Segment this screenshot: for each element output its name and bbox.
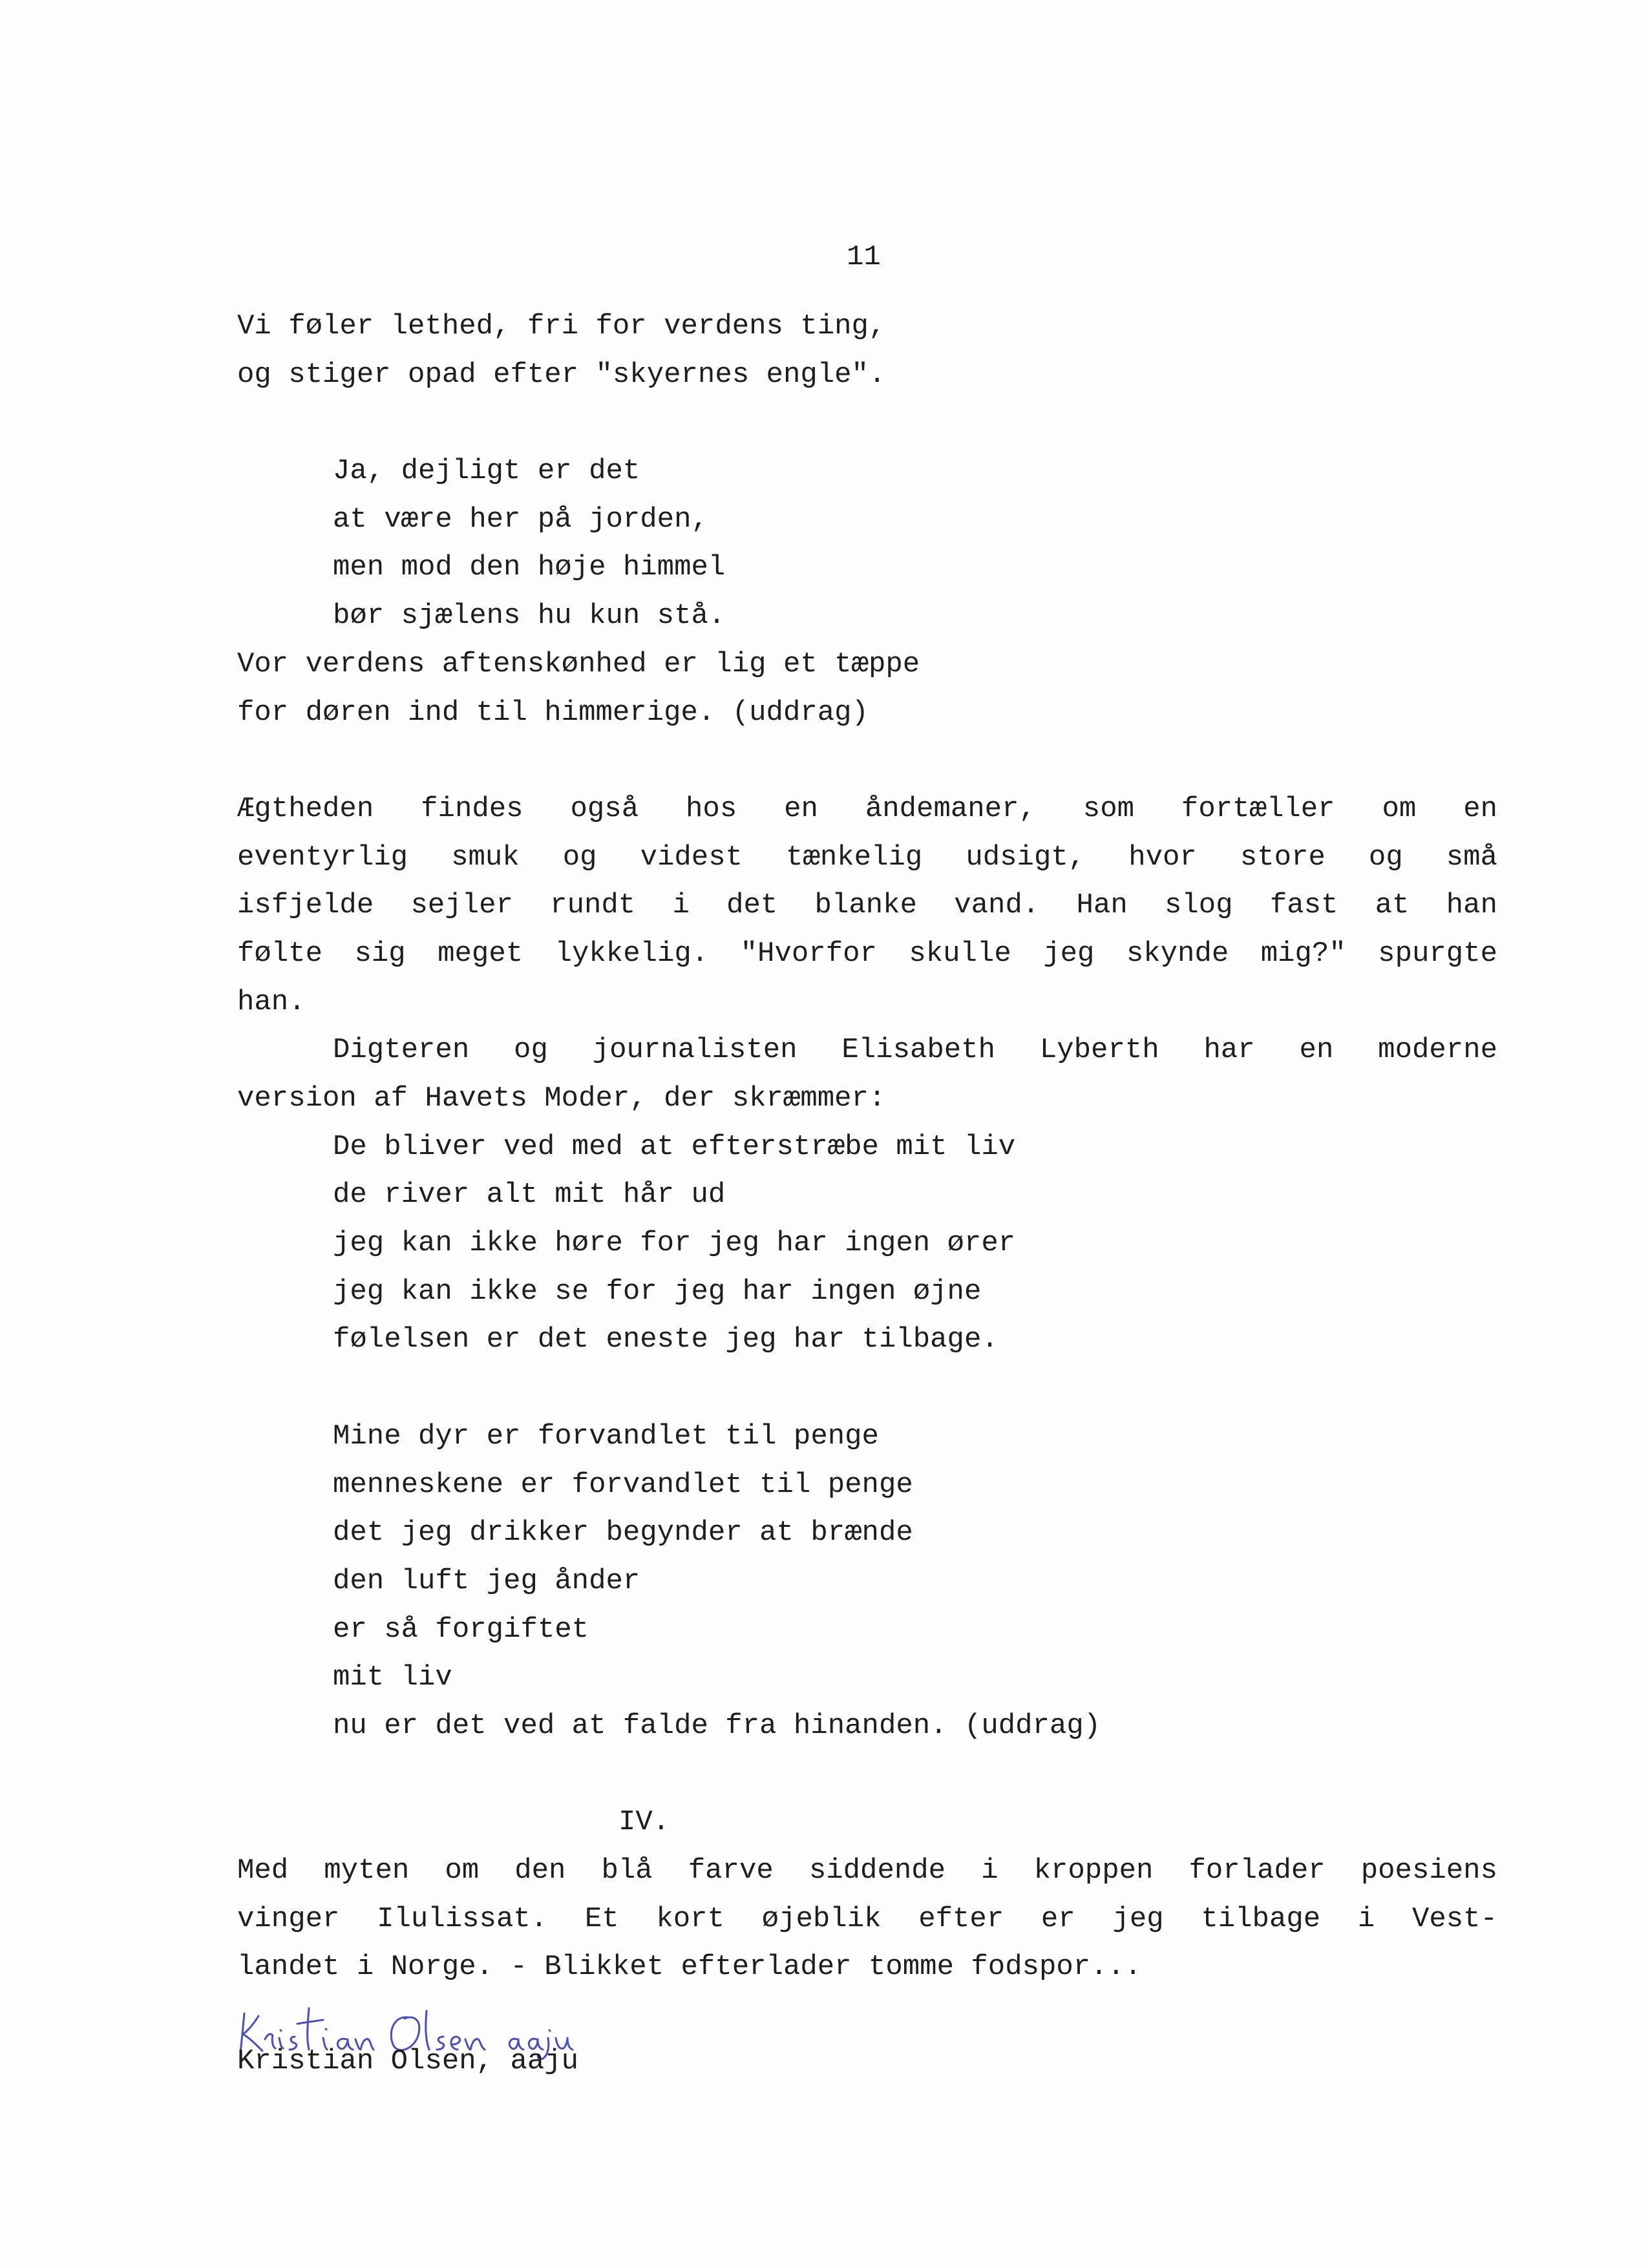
text-line: Med myten om den blå farve siddende i kroppen forlader poesiens [237,1854,1497,1887]
text-line: jeg kan ikke høre for jeg har ingen ører [333,1227,1016,1260]
text-line: Mine dyr er forvandlet til penge [333,1420,879,1453]
text-line: bør sjælens hu kun stå. [333,600,726,633]
text-line: nu er det ved at falde fra hinanden. (uddrag) [333,1709,1101,1742]
page-number: 11 [847,241,881,273]
text-line: det jeg drikker begynder at brænde [333,1517,913,1549]
text-line: er så forgiftet [333,1613,589,1646]
text-line: Vi føler lethed, fri for verdens ting, [237,310,886,342]
text-line: han. [237,985,306,1018]
text-line: version af Havets Moder, der skræmmer: [237,1082,886,1115]
text-line: landet i Norge. - Blikket efterlader tomme fodspor... [237,1951,1142,1984]
text-line: den luft jeg ånder [333,1564,640,1597]
blank-line [237,1750,1497,1799]
text-line: isfjelde sejler rundt i det blanke vand. Han slog fast at han [237,889,1497,922]
text-line: De bliver ved med at efterstræbe mit liv [333,1130,1016,1163]
text-line: Ja, dejligt er det [333,455,640,488]
text-line: følte sig meget lykkelig. "Hvorfor skulle jeg skynde mig?" spurgte [237,937,1497,970]
typed-signature-name: Kristian Olsen, aaju [237,2045,579,2077]
text-line: mit liv [333,1661,452,1694]
text-line: eventyrlig smuk og videst tænkelig udsigt, hvor store og små [237,841,1497,874]
text-line: men mod den høje himmel [333,551,726,584]
text-line: menneskene er forvandlet til penge [333,1468,913,1501]
text-line: vinger Ilulissat. Et kort øjeblik efter er jeg tilbage i Vest- [237,1902,1497,1935]
blank-line [237,399,1497,447]
text-line: jeg kan ikke se for jeg har ingen øjne [333,1275,982,1308]
text-line: følelsen er det eneste jeg har tilbage. [333,1323,998,1356]
text-line: de river alt mit hår ud [333,1179,726,1212]
blank-line [237,737,1497,785]
blank-line [237,1364,1497,1412]
body-text [237,302,1497,1991]
text-line: og stiger opad efter "skyernes engle". [237,358,886,391]
text-line: Digteren og journalisten Elisabeth Lyberth har en moderne [333,1034,1497,1067]
text-line: at være her på jorden, [333,503,708,536]
section-heading: IV. [618,1806,670,1839]
text-line: for døren ind til himmerige. (uddrag) [237,696,869,729]
text-line: Vor verdens aftenskønhed er lig et tæppe [237,647,920,680]
text-line: Ægtheden findes også hos en åndemaner, som fortæller om en [237,792,1497,825]
